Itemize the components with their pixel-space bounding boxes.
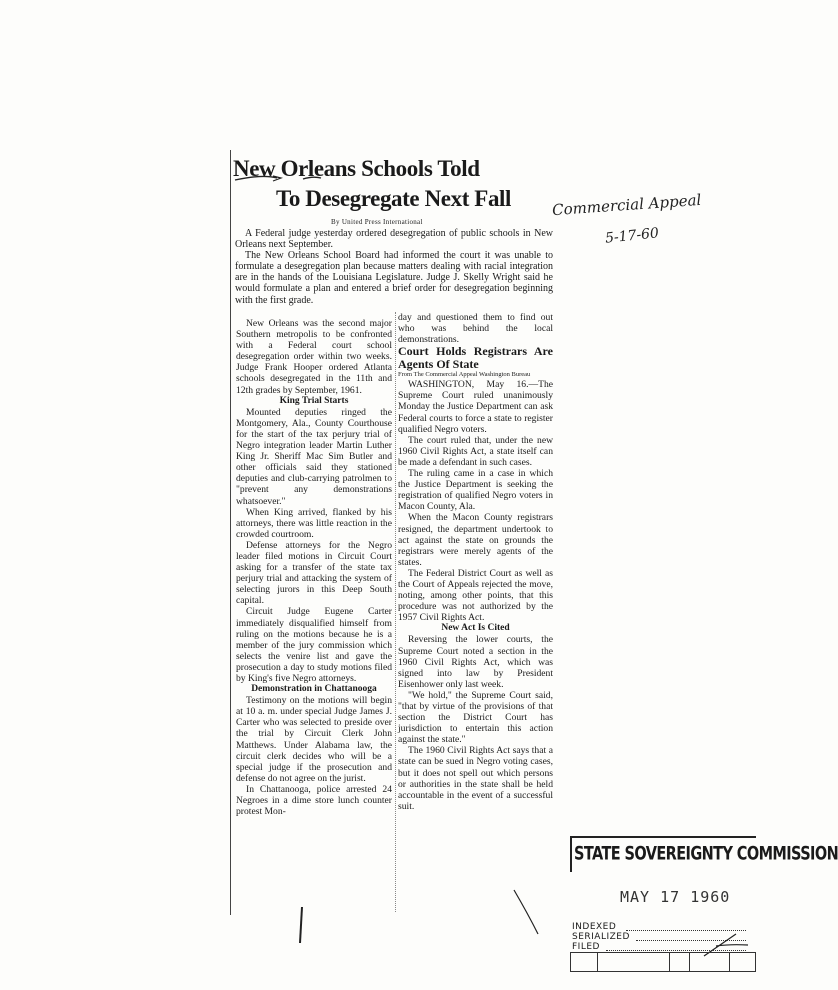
paragraph: Mounted deputies ringed the Montgomery, Ala., County Courthouse for the start of the tax perjury trial of Negro integration leader Martin Luther King Jr. Sheriff Mac Sim Butler and other officials said they stationed deputies and club-carrying patrolmen to "prevent any demonstrations whatsoever." <box>236 406 392 507</box>
right-column <box>398 312 553 812</box>
paragraph: The court ruled that, under the new 1960 Civil Rights Act, a state itself can be made a defendant in such cases. <box>398 434 553 468</box>
lead-paragraph: The New Orleans School Board had informed the court it was unable to formulate a desegregation plan because matters dealing with racial integration are in the hands of the Louisiana Legislature. Judge J. Skelly Wright said he would formulate a plan and entered a brief order for desegregation beginning with the first grade. <box>235 250 553 306</box>
pen-mark <box>280 905 320 945</box>
paragraph: When the Macon County registrars resigned, the department undertook to act against the state on grounds the registrars were merely agents of the states. <box>398 512 553 568</box>
stamp-fields <box>572 922 630 952</box>
paragraph: "We hold," the Supreme Court said, "that by virtue of the provisions of that section the District Court has jurisdiction to entertain this action against the state." <box>398 689 553 746</box>
paragraph: The 1960 Civil Rights Act says that a state can be sued in Negro voting cases, but it does not spell out which persons or authorities in the state shall be held accountable in the event of a successful suit. <box>398 745 553 812</box>
paragraph: In Chattanooga, police arrested 24 Negroes in a dime store lunch counter protest Mon- <box>236 783 392 818</box>
paragraph: Reversing the lower courts, the Supreme Court noted a section in the 1960 Civil Rights Act, which was signed into law by President Eisenhower only last week. <box>398 634 553 690</box>
grid-cell <box>729 953 730 971</box>
handwritten-date: 5-17-60 <box>604 225 660 247</box>
grid-cell <box>689 953 690 971</box>
stamp-field-filed: FILED <box>572 942 600 952</box>
headline-line-1: New Orleans Schools Told <box>233 156 480 181</box>
subhead-new-act: New Act Is Cited <box>441 623 510 634</box>
pen-mark <box>512 888 542 938</box>
headline-line-2: To Desegregate Next Fall <box>276 186 512 211</box>
headline-underline-mark <box>233 170 323 184</box>
stamp-title: STATE SOVEREIGNTY COMMISSION <box>574 844 838 865</box>
paragraph: day and questioned them to find out who was behind the local demonstrations. <box>398 312 553 346</box>
paragraph: The ruling came in a case in which the Justice Department is seeking the registration of qualified Negro voters in Macon County, Ala. <box>398 468 553 513</box>
paragraph: WASHINGTON, May 16.—The Supreme Court ruled unanimously Monday the Justice Department can ask Federal courts to force a state to register qualified Negro voters. <box>398 379 553 435</box>
source-credit: From The Commercial Appeal Washington Bureau <box>398 371 531 379</box>
lead-paragraphs <box>235 228 553 306</box>
stamp-date: MAY 17 1960 <box>620 888 731 906</box>
column-divider <box>395 312 396 912</box>
byline: By United Press International <box>331 218 423 226</box>
handwritten-source: Commercial Appeal <box>551 190 702 220</box>
grid-cell <box>597 953 598 971</box>
grid-cell <box>669 953 670 971</box>
stamp-field-serialized: SERIALIZED <box>572 932 630 942</box>
subhead-chattanooga: Demonstration in Chattanooga <box>251 684 377 695</box>
article-headline-registrars: Court Holds Registrars Are Agents Of State <box>398 344 553 372</box>
paragraph: New Orleans was the second major Southern metropolis to be confronted with a Federal court school desegregation order within two weeks. Judge Frank Hooper ordered Atlanta schools desegregated in the 11th and 12th grades by September, 1961. <box>236 318 392 396</box>
paragraph: Testimony on the motions will begin at 10 a. m. under special Judge James J. Carter who was selected to preside over the trial by Circuit Clerk John Matthews. Under Alabama law, the circuit clerk decides who will be a special judge if the prosecution and defense do not agree on the jurist. <box>236 695 392 784</box>
lead-paragraph: A Federal judge yesterday ordered desegregation of public schools in New Orleans next September. <box>235 228 553 251</box>
paragraph: Circuit Judge Eugene Carter immediately disqualified himself from ruling on the motions because he is a member of the jury commission which selects the venire list and gave the prosecution a day to study motions filed by King's five Negro attorneys. <box>236 606 392 684</box>
paragraph: The Federal District Court as well as the Court of Appeals rejected the move, noting, among other points, that this procedure was not authorized by the 1957 Civil Rights Act. <box>398 567 553 624</box>
sovereignty-commission-stamp <box>570 830 838 972</box>
paragraph: When King arrived, flanked by his attorneys, there was little reaction in the crowded courtroom. <box>236 506 392 540</box>
subhead-king-trial: King Trial Starts <box>279 395 349 406</box>
paragraph: Defense attorneys for the Negro leader filed motions in Circuit Court asking for a transfer of the state tax perjury trial and attacking the system of selecting jurors in this Deep South capital. <box>236 539 392 607</box>
stamp-field-indexed: INDEXED <box>572 922 617 932</box>
left-column <box>236 318 392 817</box>
stamp-grid <box>570 952 756 972</box>
